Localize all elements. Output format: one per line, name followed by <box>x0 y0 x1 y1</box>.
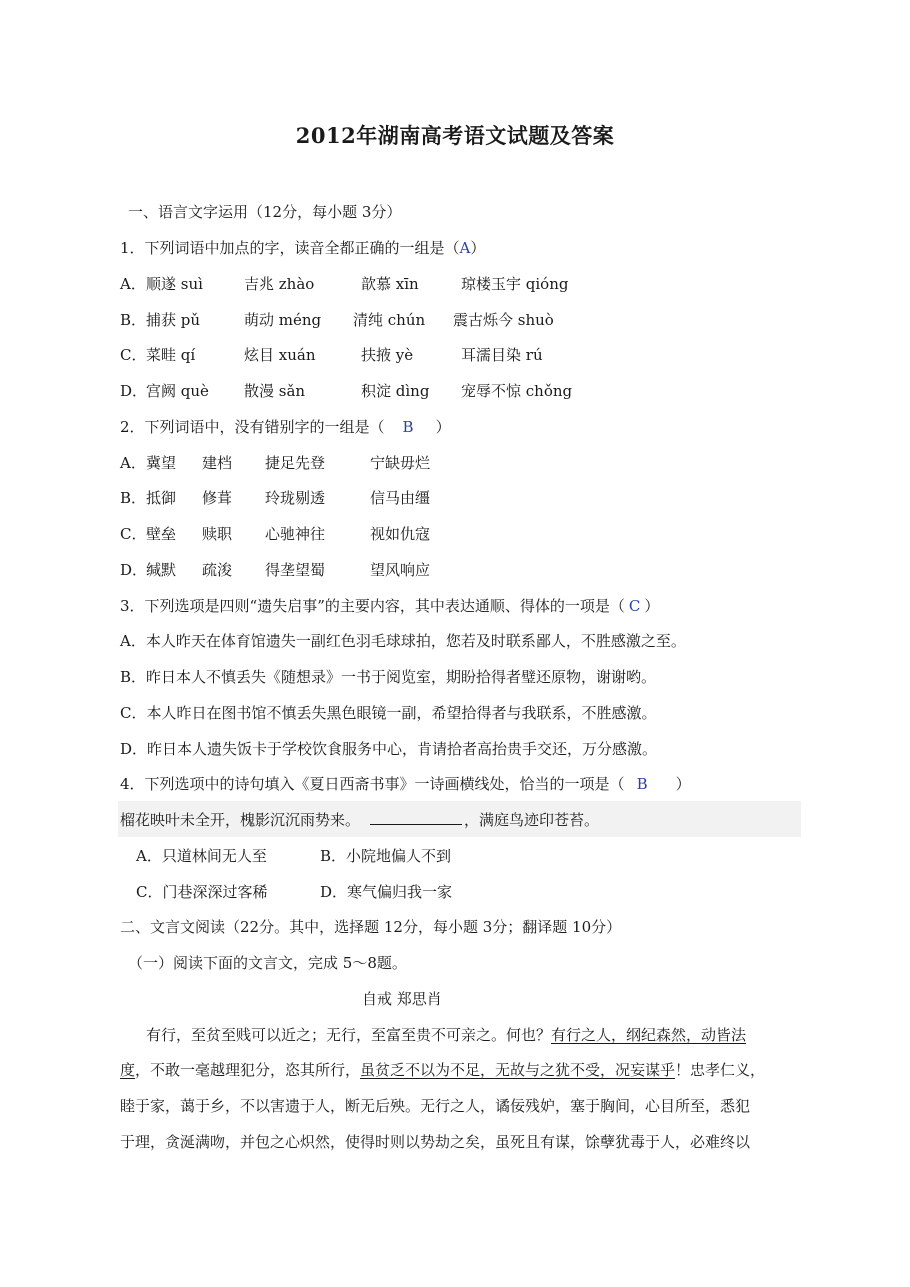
section-heading: 二、文言文阅读（22分。其中，选择题 12分，每小题 3分；翻译题 10分） <box>120 918 622 936</box>
option-line: D．昨日本人遗失饭卡于学校饮食服务中心，肯请拾者高抬贵手交还，万分感激。 <box>120 740 658 758</box>
passage-line: 度，不敢一毫越理犯分，恣其所行，虽贫乏不以为不足，无故与之犹不受，况妄谋乎！忠孝仁义， <box>120 1061 766 1079</box>
poem-line: 榴花映叶未全开，槐影沉沉雨势来。 ，满庭鸟迹印苍苔。 <box>120 811 600 829</box>
passage-line: 于理，贪涎满吻，并包之心炽然，使得时则以势劫之矣，虽死且有谋，馀孽犹毒于人，必难终以 <box>120 1133 751 1151</box>
option-line: C．本人昨日在图书馆不慎丢失黑色眼镜一副，希望拾得者与我联系，不胜感激。 <box>120 704 657 722</box>
option-line: B．昨日本人不慎丢失《随想录》一书于阅览室，期盼拾得者璧还原物，谢谢哟。 <box>120 668 657 686</box>
section-heading: 一、语言文字运用（12分，每小题 3分） <box>128 203 402 221</box>
passage-line: 睦于家，蔼于乡，不以害遗于人，断无后殃。无行之人，谲佞残妒，塞于胸间，心目所至，悉犯 <box>120 1097 751 1115</box>
answer-mark: B <box>402 418 414 436</box>
fill-blank <box>370 810 462 825</box>
page-title: 2012年湖南高考语文试题及答案 <box>295 123 615 148</box>
question-stem: 4．下列选项中的诗句填入《夏日西斋书事》一诗画横线处，恰当的一项是（ B ） <box>120 775 691 793</box>
option-line: A．本人昨天在体育馆遗失一副红色羽毛球球拍，您若及时联系鄙人，不胜感激之至。 <box>120 632 686 650</box>
answer-mark: A <box>459 239 471 257</box>
sub-heading: （一）阅读下面的文言文，完成 5～8题。 <box>128 954 407 972</box>
answer-mark: B <box>636 775 648 793</box>
answer-mark: C <box>628 597 641 615</box>
question-stem: 1．下列词语中加点的字，读音全都正确的一组是（A） <box>120 239 486 257</box>
passage-title: 自戒 郑思肖 <box>362 990 442 1008</box>
question-stem: 3．下列选项是四则“遗失启事”的主要内容，其中表达通顺、得体的一项是（ C ） <box>120 597 660 615</box>
passage-line: 有行，至贫至贱可以近之；无行，至富至贵不可亲之。何也？有行之人，纲纪森然，动皆法 <box>146 1026 747 1044</box>
question-stem: 2．下列词语中，没有错别字的一组是（ B ） <box>120 418 451 436</box>
